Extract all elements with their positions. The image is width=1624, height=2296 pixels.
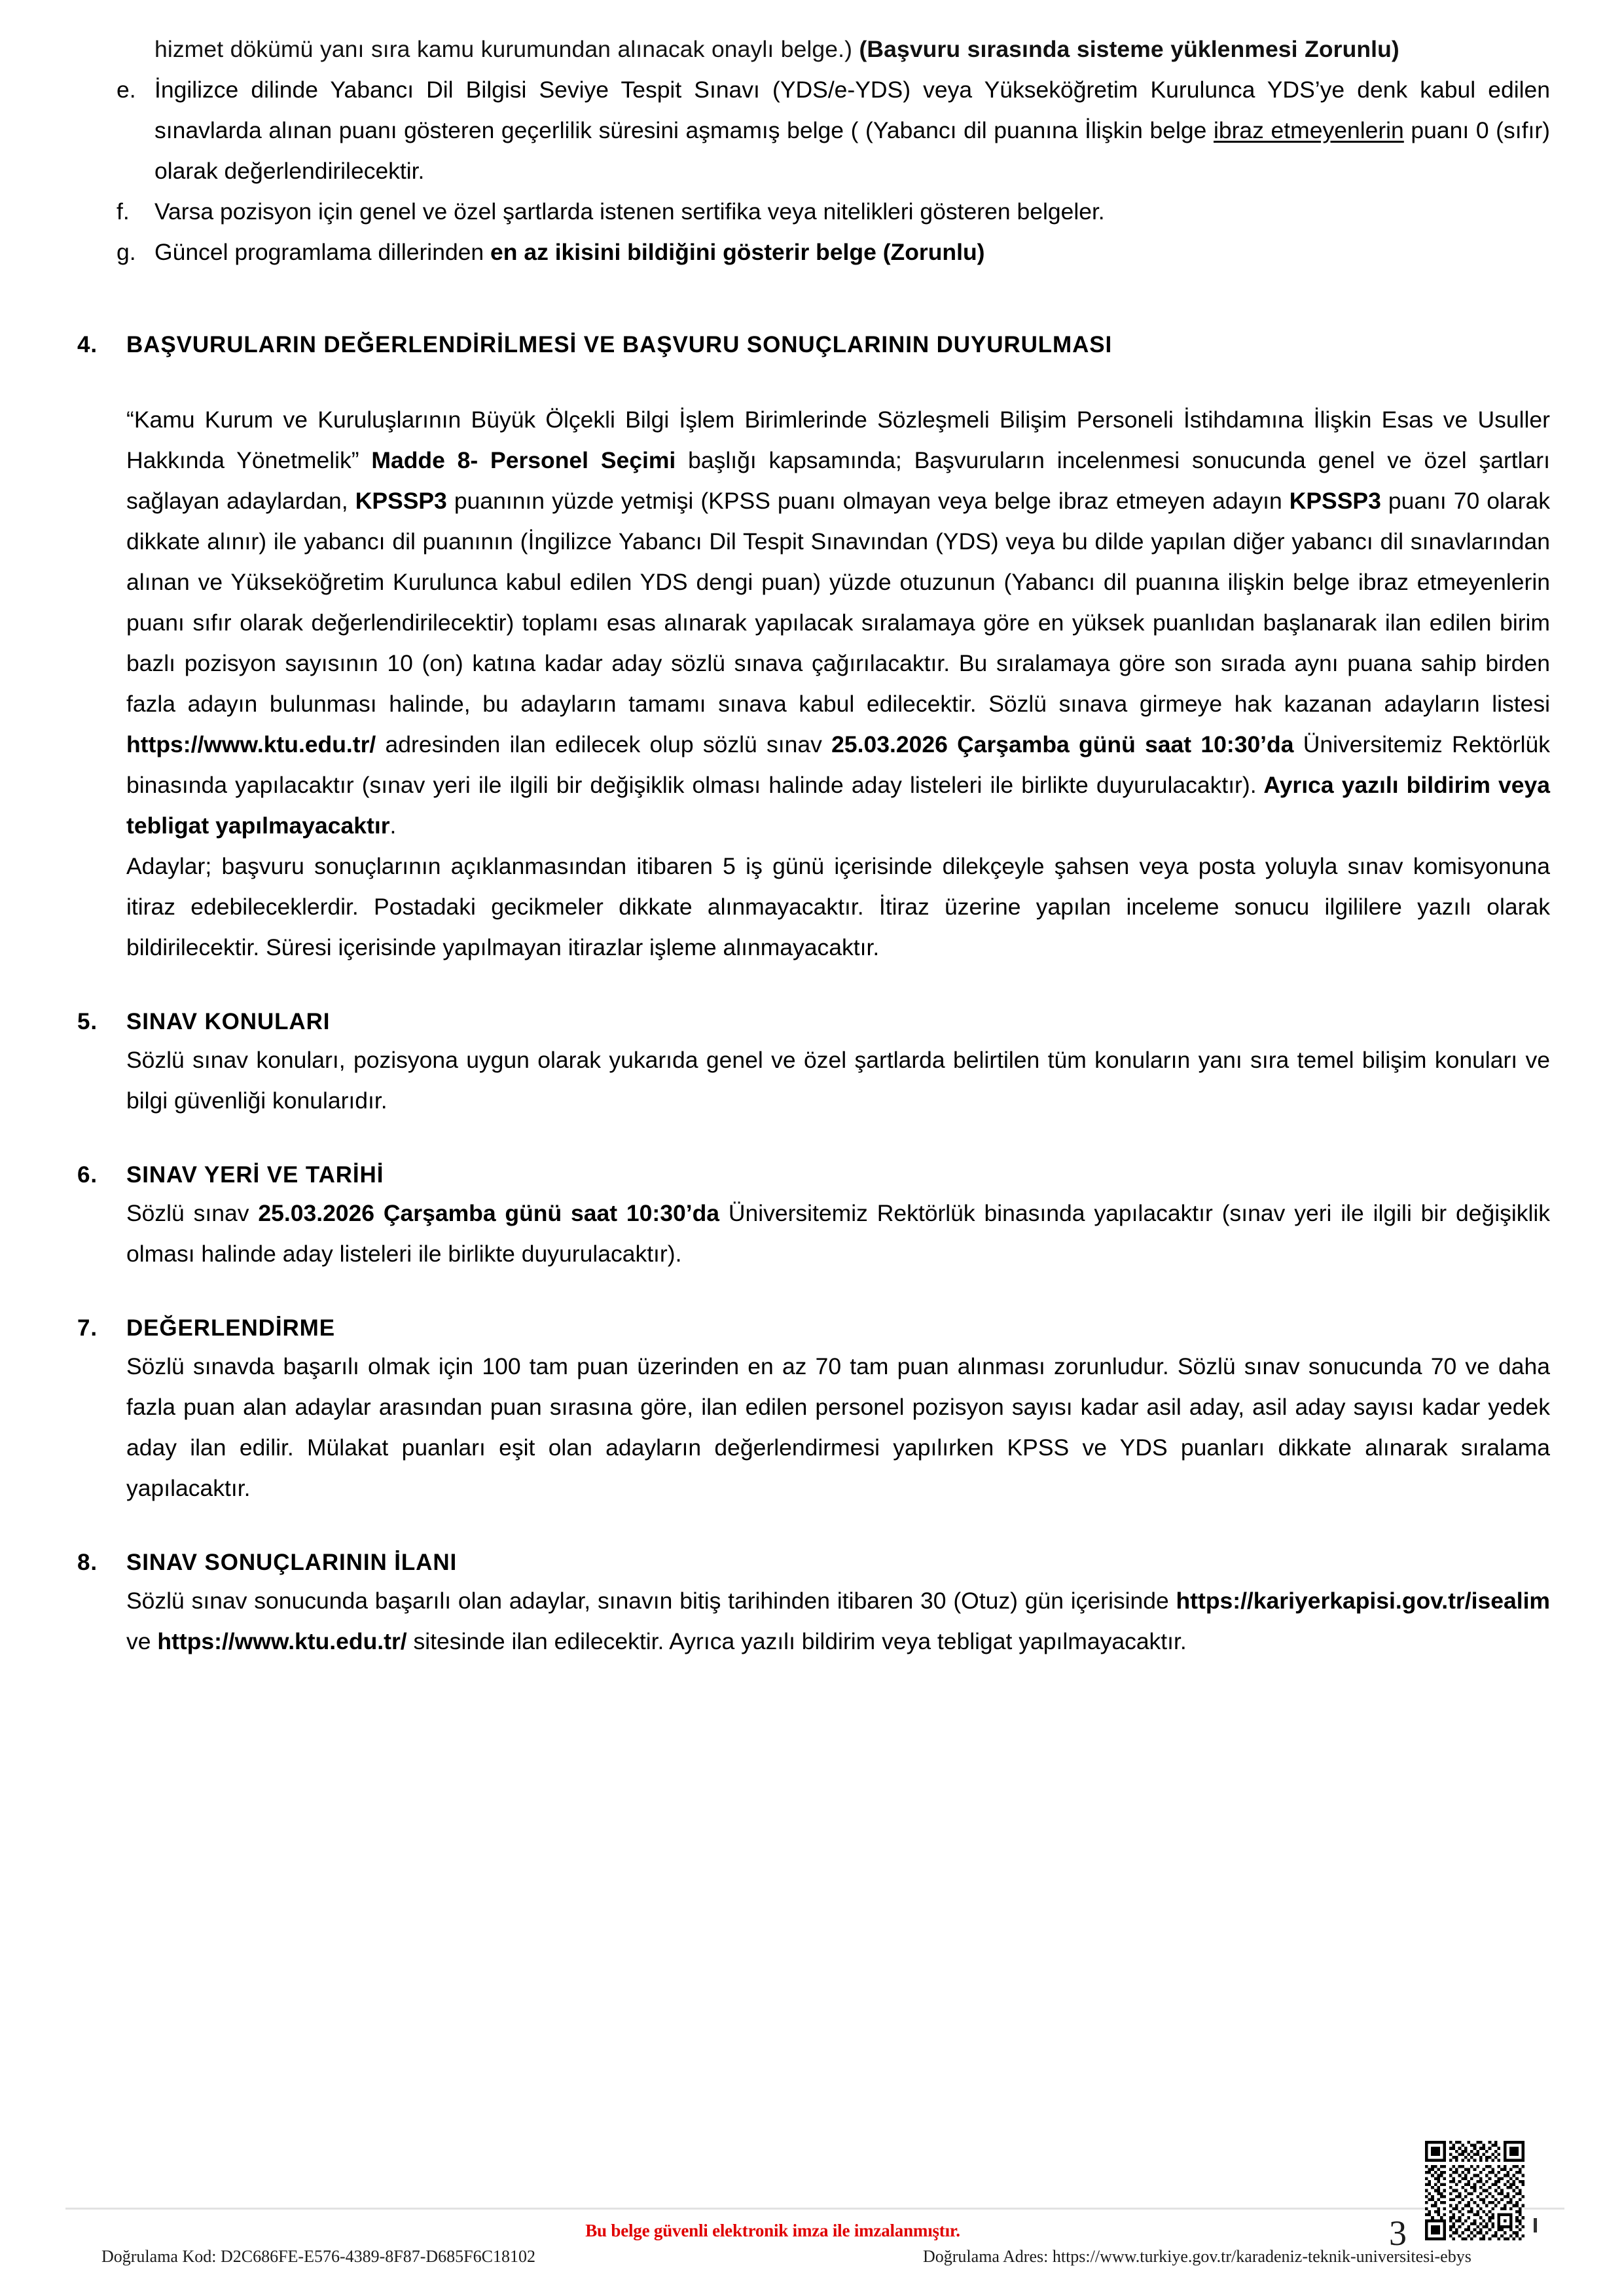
- section-4: [77, 327, 1550, 968]
- s4p1-t2: başlığı kapsamında; Başvuruların incelenmesi sonucunda genel ve özel şartları sağlayan adaylardan,: [126, 447, 1550, 514]
- section-8-title: SINAV SONUÇLARININ İLANI: [126, 1550, 458, 1575]
- page-number: 3: [1389, 2214, 1407, 2253]
- list-item-e-text-1: İngilizce dilinde Yabancı Dil Bilgisi Seviye Tespit Sınavı (YDS/e-YDS) veya Yükseköğretim Kurulunca YDS’ye denk kabul edilen sınavlarda alınan puanı gösteren geçerlilik süresini aşmamış belge ( (Yabancı dil puanına İlişkin belge: [154, 77, 1550, 143]
- list-marker-f: f.: [117, 198, 130, 225]
- footer-tick-mark: [1534, 2218, 1537, 2232]
- s8p1-url-kariyerkapisi[interactable]: https://kariyerkapisi.gov.tr/isealim: [1168, 1588, 1550, 1614]
- s6p1-t1: Sözlü sınav: [126, 1200, 249, 1226]
- list-item-g-bold: en az ikisini bildiğini gösterir belge (Zorunlu): [490, 239, 985, 265]
- verification-address: Doğrulama Adres: https://www.turkiye.gov.tr/karadeniz-teknik-universitesi-ebys: [923, 2247, 1471, 2266]
- s4p1-b6: Ayrıca yazılı bildirim veya tebligat yapılmayacaktır: [126, 772, 1550, 839]
- section-5: [77, 1004, 1550, 1121]
- section-8-number: 8.: [77, 1550, 98, 1575]
- section-8-paragraph-1: [77, 1580, 1550, 1662]
- s4p1-t7: .: [389, 812, 397, 839]
- section-6-heading: [77, 1157, 1550, 1193]
- section-6: [77, 1157, 1550, 1274]
- s4p1-t3: puanının yüzde yetmişi (KPSS puanı olmayan veya belge ibraz etmeyen adayın: [446, 488, 1282, 514]
- spacer: [77, 272, 1550, 327]
- continuation-plain: hizmet dökümü yanı sıra kamu kurumundan alınacak onaylı belge.): [154, 36, 852, 62]
- section-4-title: BAŞVURULARIN DEĞERLENDİRİLMESİ VE BAŞVURU SONUÇLARININ DUYURULMASI: [126, 332, 1113, 357]
- section-7-title: DEĞERLENDİRME: [126, 1315, 335, 1341]
- section-6-title: SINAV YERİ VE TARİHİ: [126, 1162, 384, 1188]
- section-5-paragraph-1: Sözlü sınav konuları, pozisyona uygun olarak yukarıda genel ve özel şartlarda belirtilen tüm konuların yanı sıra temel bilişim konuları ve bilgi güvenliği konularıdır.: [126, 1047, 1550, 1114]
- s8p1-t1: Sözlü sınav sonucunda başarılı olan adaylar, sınavın bitiş tarihinden itibaren 30 (Otuz) gün içerisinde: [126, 1588, 1169, 1614]
- s8p1-t3: sitesinde ilan edilecektir. Ayrıca yazılı bildirim veya tebligat yapılmayacaktır.: [406, 1628, 1187, 1654]
- continuation-paragraph: [154, 29, 1550, 69]
- s4p1-url-ktu[interactable]: https://www.ktu.edu.tr/: [126, 731, 376, 757]
- section-5-title: SINAV KONULARI: [126, 1009, 331, 1034]
- section-7-number: 7.: [77, 1315, 98, 1341]
- list-marker-g: g.: [117, 239, 136, 265]
- s4p1-b2: KPSSP3: [348, 488, 447, 514]
- section-4-paragraph-1: [77, 399, 1550, 846]
- verification-code: Doğrulama Kod: D2C686FE-E576-4389-8F87-D685F6C18102: [101, 2247, 535, 2266]
- spacer: [77, 1121, 1550, 1157]
- list-item-f-body: Varsa pozisyon için genel ve özel şartlarda istenen sertifika veya nitelikleri gösteren belgeler.: [154, 198, 1105, 225]
- s8p1-url-ktu[interactable]: https://www.ktu.edu.tr/: [151, 1628, 407, 1654]
- s4p1-b1: Madde 8- Personel Seçimi: [359, 447, 676, 473]
- list-item-f: [77, 191, 1550, 232]
- s8p1-t2: ve: [126, 1628, 151, 1654]
- section-4-paragraph-2: Adaylar; başvuru sonuçlarının açıklanmasından itibaren 5 iş günü içerisinde dilekçeyle şahsen veya posta yoluyla sınav komisyonuna itiraz edebileceklerdir. Postadaki gecikmeler dikkate alınmayacaktır. İtiraz üzerine yapılan inceleme sonucu ilgililere yazılı olarak bildirilecektir. Süresi içerisinde yapılmayan itirazlar işleme alınmayacaktır.: [126, 853, 1550, 960]
- section-6-paragraph-1: [77, 1193, 1550, 1274]
- s6p1-t2: Üniversitemiz Rektörlük binasında yapılacaktır (sınav yeri ile ilgili bir değişiklik olması halinde aday listeleri ile birlikte duyurulacaktır).: [126, 1200, 1551, 1267]
- list-marker-e: e.: [117, 77, 136, 103]
- spacer: [77, 1508, 1550, 1545]
- s4p1-t4: puanı 70 olarak dikkate alınır) ile yabancı dil puanının (İngilizce Yabancı Dil Tespit Sınavından (YDS) veya bu dilde yapılan diğer yabancı dil sınavlarından alınan ve Yükseköğretim Kurulunca kabul edilen YDS dengi puan) yüzde otuzunun (Yabancı dil puanına ilişkin belge ibraz etmeyenlerin puanı sıfır olarak değerlendirilecektir) toplamı esas alınarak yapılacak sıralamaya göre en yüksek puanlıdan başlanarak ilan edilen birim bazlı pozisyon sayısının 10 (on) katına kadar aday sözlü sınava çağırılacaktır. Bu sıralamaya göre son sırada aynı puana sahip birden fazla adayın bulunması halinde, bu adayların tamamı sınava kabul edilecektir. Sözlü sınava girmeye hak kazanan adayların listesi: [126, 488, 1550, 717]
- list-item-e: [77, 69, 1550, 191]
- alpha-list: [77, 69, 1550, 272]
- section-6-number: 6.: [77, 1162, 98, 1188]
- section-7-paragraph-1: Sözlü sınavda başarılı olmak için 100 tam puan üzerinden en az 70 tam puan alınması zorunludur. Sözlü sınav sonucunda 70 ve daha fazla puan alan adaylar arasından puan sırasına göre, ilan edilen personel pozisyon sayısı kadar asil aday, asil aday sayısı kadar yedek aday ilan edilir. Mülakat puanları eşit olan adayların değerlendirmesi yapılırken KPSS ve YDS puanları dikkate alınarak sıralama yapılacaktır.: [126, 1353, 1550, 1501]
- page-content: [77, 29, 1550, 1662]
- spacer: [77, 363, 1550, 399]
- section-8-heading: [77, 1545, 1550, 1580]
- section-5-number: 5.: [77, 1009, 98, 1034]
- section-8: [77, 1545, 1550, 1662]
- list-item-g-body: [154, 232, 1550, 272]
- spacer: [77, 1274, 1550, 1311]
- section-7-heading: [77, 1311, 1550, 1346]
- list-item-g-text: Güncel programlama dillerinden: [154, 239, 491, 265]
- electronic-signature-note: Bu belge güvenli elektronik imza ile imzalanmıştır.: [585, 2221, 960, 2240]
- s4p1-t5: adresinden ilan edilecek olup sözlü sınav: [376, 731, 822, 757]
- section-4-heading: [77, 327, 1550, 363]
- section-7: [77, 1311, 1550, 1508]
- continuation-bold: (Başvuru sırasında sisteme yüklenmesi Zorunlu): [859, 36, 1399, 62]
- s6p1-exam-datetime: 25.03.2026 Çarşamba günü saat 10:30’da: [249, 1200, 719, 1226]
- spacer: [77, 968, 1550, 1004]
- section-5-heading: [77, 1004, 1550, 1040]
- s4p1-b3: KPSSP3: [1282, 488, 1381, 514]
- qr-code-icon: [1425, 2140, 1525, 2242]
- section-4-number: 4.: [77, 332, 98, 357]
- page-footer: [0, 2212, 1624, 2296]
- list-item-g: [77, 232, 1550, 272]
- footer-divider: [65, 2208, 1564, 2210]
- list-item-e-underlined: ibraz etmeyenlerin: [1213, 117, 1404, 143]
- s4p1-t6: Üniversitemiz Rektörlük binasında yapılacaktır (sınav yeri ile ilgili bir değişiklik olması halinde aday listeleri ile birlikte duyurulacaktır).: [126, 731, 1550, 798]
- list-item-e-text-2: puanı 0 (sıfır) olarak değerlendirilecektir.: [154, 117, 1550, 184]
- s4p1-exam-datetime: 25.03.2026 Çarşamba günü saat 10:30’da: [821, 731, 1294, 757]
- s4p1-t1: “Kamu Kurum ve Kuruluşlarının Büyük Ölçekli Bilgi İşlem Birimlerinde Sözleşmeli Bilişim Personeli İstihdamına İlişkin Esas ve Usuller Hakkında Yönetmelik”: [126, 407, 1550, 473]
- list-item-e-body: [154, 69, 1550, 191]
